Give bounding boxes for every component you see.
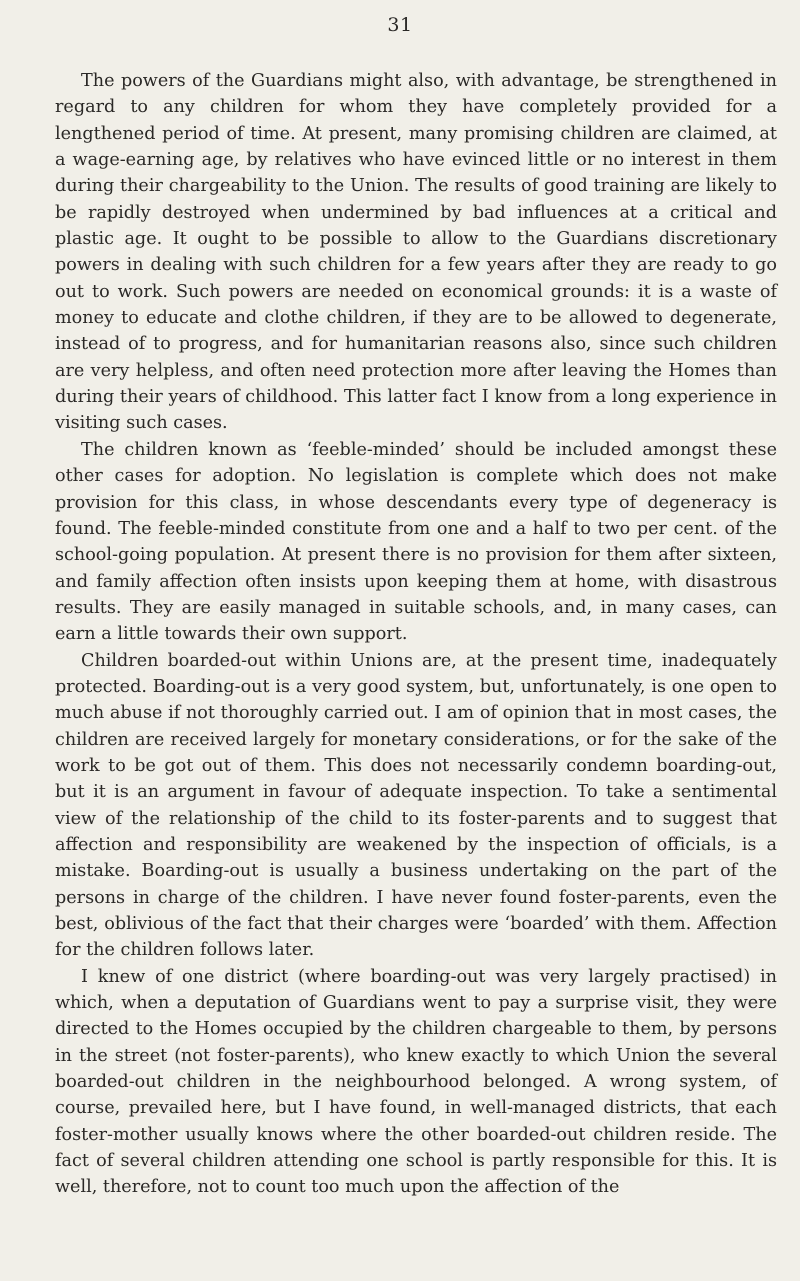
paragraph-guardians-powers: The powers of the Guardians might also, with advantage, be strengthened in regard to any children for whom they have completely provided for a lengthened period of time. At present, many promising children are claimed, at a wage-earning age, by relatives who have evinced little or no interest in them during their chargeability to the Union. The results of good training are likely to be rapidly destroyed when undermined by bad influences at a critical and plastic age. It ought to be possible to allow to the Guardians discretionary powers in dealing with such children for a few years after they are ready to go out to work. Such powers are needed on economical grounds: it is a waste of money to educate and clothe children, if they are to be allowed to degenerate, instead of to progress, and for humanitarian reasons also, since such children are very helpless, and often need protection more after leaving the Homes than during their years of childhood. This latter fact I know from a long experience in visiting such cases. xyxy=(55,71,777,434)
page-number: 31 xyxy=(387,14,413,36)
body-text xyxy=(55,68,777,1201)
paragraph-feeble-minded: The children known as ‘feeble-minded’ should be included amongst these other cases for adoption. No legislation is complete which does not make provision for this class, in whose descendants every type of degeneracy is found. The feeble-minded constitute from one and a half to two per cent. of the school-going population. At present there is no provision for them after sixteen, and family affection often insists upon keeping them at home, with disastrous results. They are easily managed in suitable schools, and, in many cases, can earn a little towards their own support. xyxy=(55,439,777,645)
paragraph-boarded-out-protection: Children boarded-out within Unions are, at the present time, inadequately protected. Boarding-out is a very good system, but, unfortunately, is one open to much abuse if not thoroughly carried out. I am of opinion that in most cases, the children are received largely for monetary considerations, or for the sake of the work to be got out of them. This does not necessarily condemn boarding-out, but it is an argument in favour of adequate inspection. To take a sentimental view of the relationship of the child to its foster-parents and to suggest that affection and responsibility are weakened by the inspection of officials, is a mistake. Boarding-out is usually a business undertaking on the part of the persons in charge of the children. I have never found foster-parents, even the best, oblivious of the fact that their charges were ‘boarded’ with them. Affection for the children follows later. xyxy=(55,650,777,961)
paragraph-district-example: I knew of one district (where boarding-out was very largely practised) in which, when a deputation of Guardians went to pay a surprise visit, they were directed to the Homes occupied by the children chargeable to them, by persons in the street (not foster-parents), who knew exactly to which Union the several boarded-out children in the neighbourhood belonged. A wrong system, of course, prevailed here, but I have found, in well-managed districts, that each foster-mother usually knows where the other boarded-out children reside. The fact of several children attending one school is partly responsible for this. It is well, therefore, not to count too much upon the affection of the xyxy=(55,966,777,1198)
